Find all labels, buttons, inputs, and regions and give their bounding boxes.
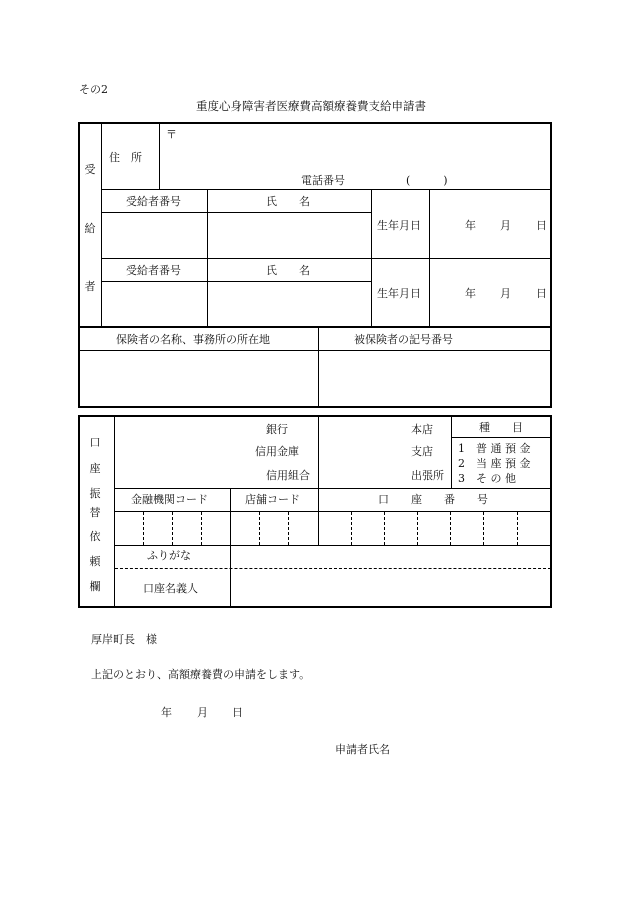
insurer-name-label: 保険者の名称、事務所の所在地	[116, 333, 270, 346]
applicant-name-label: 申請者氏名	[335, 743, 390, 756]
bank-side-label-3: 振	[89, 487, 101, 500]
account-type-text-3: そ の 他	[476, 472, 516, 485]
bank-side-label-6: 頼	[89, 555, 101, 568]
bank-type-kumiai: 信用組合	[266, 469, 310, 482]
bank-side-label-7: 欄	[89, 580, 101, 593]
recipient-side-label-1: 受	[84, 163, 96, 176]
application-month: 月	[197, 706, 208, 719]
branch-type-main: 本店	[411, 423, 433, 436]
bank-side-label-4: 替	[89, 506, 101, 519]
application-day: 日	[232, 706, 243, 719]
recipient-name-label-1: 氏 名	[266, 195, 310, 208]
account-type-text-1: 普 通 預 金	[476, 442, 531, 455]
page-label: その2	[79, 83, 108, 96]
insurer-name-field[interactable]	[82, 353, 315, 403]
account-type-label: 種 目	[479, 421, 523, 434]
bank-type-bank: 銀行	[266, 423, 288, 436]
branch-type-branch: 支店	[411, 445, 433, 458]
bank-side-label-1: 口	[89, 436, 101, 449]
recipient-number-label-2: 受給者番号	[126, 264, 181, 277]
applicant-name-field[interactable]	[400, 738, 550, 760]
postal-mark: 〒	[166, 128, 177, 141]
furigana-label: ふりがな	[147, 549, 191, 562]
recipient-side-label-3: 者	[84, 280, 96, 293]
bank-type-shinkin: 信用金庫	[255, 445, 299, 458]
birth-day-2: 日	[536, 287, 547, 300]
account-type-num-2: 2	[458, 457, 465, 470]
addressee: 厚岸町長 様	[91, 633, 157, 646]
recipient-side-label-2: 給	[84, 222, 96, 235]
birth-year-1: 年	[465, 219, 476, 232]
recipient-number-field-1[interactable]	[104, 214, 204, 256]
branch-type-agency: 出張所	[411, 469, 444, 482]
address-label: 住 所	[109, 151, 142, 164]
phone-field[interactable]: ( )	[406, 174, 448, 187]
branch-name-field[interactable]	[322, 418, 407, 484]
statement: 上記のとおり、高額療養費の申請をします。	[91, 668, 311, 681]
form-title: 重度心身障害者医療費高額療養費支給申請書	[196, 99, 426, 113]
recipient-name-field-1[interactable]	[210, 214, 368, 256]
application-year: 年	[161, 706, 172, 719]
account-type-num-3: 3	[458, 472, 465, 485]
bank-name-field[interactable]	[118, 418, 248, 484]
address-field[interactable]	[166, 142, 546, 172]
recipient-number-field-2[interactable]	[104, 283, 204, 324]
account-type-text-2: 当 座 預 金	[476, 457, 531, 470]
birth-day-1: 日	[536, 219, 547, 232]
account-holder-label: 口座名義人	[143, 582, 198, 595]
account-holder-field[interactable]	[234, 571, 548, 605]
bank-side-label-2: 座	[89, 462, 101, 475]
birth-label-2: 生年月日	[377, 287, 421, 300]
insured-number-field[interactable]	[322, 353, 548, 403]
recipient-name-field-2[interactable]	[210, 283, 368, 324]
bank-side-label-5: 依	[89, 530, 101, 543]
birth-year-2: 年	[465, 287, 476, 300]
birth-month-2: 月	[500, 287, 511, 300]
account-number-label: 口 座 番 号	[378, 493, 488, 506]
institution-code-label: 金融機関コード	[131, 493, 208, 506]
birth-month-1: 月	[500, 219, 511, 232]
furigana-field[interactable]	[234, 547, 548, 567]
insured-number-label: 被保険者の記号番号	[354, 333, 453, 346]
branch-code-label: 店舗コード	[245, 493, 300, 506]
account-type-num-1: 1	[458, 442, 465, 455]
phone-label: 電話番号	[301, 174, 345, 187]
recipient-number-label-1: 受給者番号	[126, 195, 181, 208]
birth-label-1: 生年月日	[377, 219, 421, 232]
recipient-name-label-2: 氏 名	[266, 264, 310, 277]
